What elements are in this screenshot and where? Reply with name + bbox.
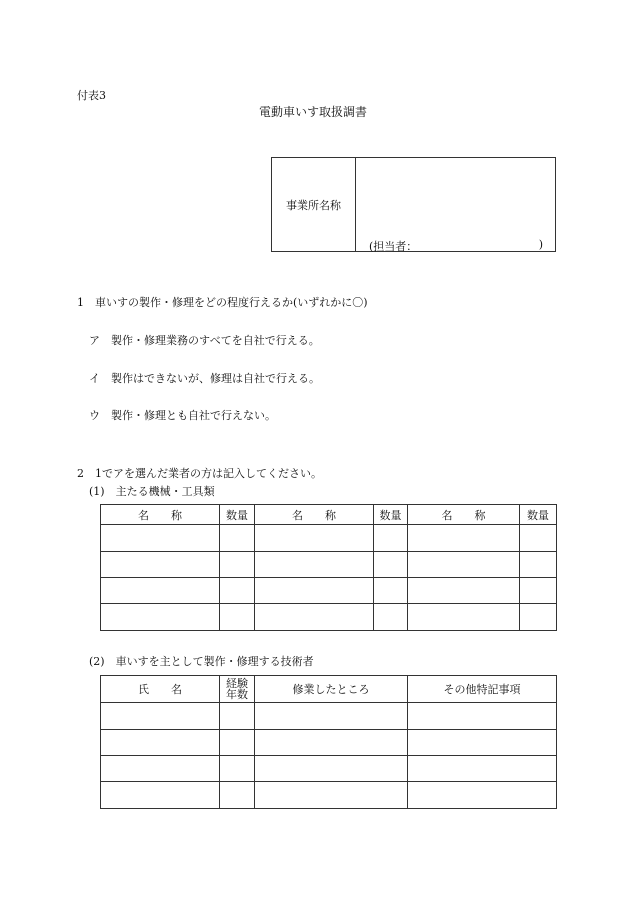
equip-qty-cell[interactable] (220, 525, 255, 552)
tech-notes-cell[interactable] (408, 730, 557, 756)
equipment-table (100, 504, 557, 631)
tech-notes-cell[interactable] (408, 703, 557, 730)
equip-name-cell[interactable] (255, 604, 374, 631)
tech-name-cell[interactable] (101, 703, 220, 730)
tech-header-notes: その他特記事項 (408, 676, 557, 703)
tech-years-cell[interactable] (220, 756, 255, 782)
appendix-label: 付表3 (77, 89, 106, 102)
equip-qty-cell[interactable] (520, 525, 557, 552)
tech-training-cell[interactable] (255, 756, 408, 782)
q1-option-a[interactable]: ア 製作・修理業務のすべてを自社で行える。 (89, 334, 320, 347)
equip-name-cell[interactable] (255, 552, 374, 578)
equip-qty-cell[interactable] (374, 552, 408, 578)
technician-table (100, 675, 557, 809)
contact-open: (担当者： (369, 240, 418, 253)
table-row (101, 604, 557, 631)
equip-header-qty: 数量 (374, 505, 408, 525)
equip-header-name: 名 称 (101, 505, 220, 525)
equip-name-cell[interactable] (101, 552, 220, 578)
tech-name-cell[interactable] (101, 782, 220, 809)
table-row (101, 756, 557, 782)
table-row (101, 782, 557, 809)
tech-notes-cell[interactable] (408, 756, 557, 782)
q2-sub2-heading: (2) 車いすを主として製作・修理する技術者 (89, 655, 314, 668)
tech-header-years: 経験 年数 (220, 676, 255, 703)
table-row (101, 525, 557, 552)
equip-qty-cell[interactable] (520, 604, 557, 631)
equip-qty-cell[interactable] (374, 525, 408, 552)
equip-header-name: 名 称 (255, 505, 374, 525)
equip-qty-cell[interactable] (220, 604, 255, 631)
business-box (271, 157, 556, 252)
business-name-label: 事業所名称 (272, 158, 356, 251)
equip-name-cell[interactable] (408, 604, 520, 631)
equip-qty-cell[interactable] (520, 552, 557, 578)
table-row (101, 703, 557, 730)
equip-qty-cell[interactable] (374, 604, 408, 631)
tech-training-cell[interactable] (255, 782, 408, 809)
equip-qty-cell[interactable] (220, 552, 255, 578)
equip-header-qty: 数量 (220, 505, 255, 525)
tech-notes-cell[interactable] (408, 782, 557, 809)
tech-years-cell[interactable] (220, 782, 255, 809)
equip-name-cell[interactable] (101, 604, 220, 631)
tech-training-cell[interactable] (255, 703, 408, 730)
equip-name-cell[interactable] (255, 525, 374, 552)
contact-close: ) (538, 238, 543, 251)
equip-name-cell[interactable] (408, 552, 520, 578)
q2-heading: 2 1でアを選んだ業者の方は記入してください。 (77, 467, 322, 480)
q1-option-i[interactable]: イ 製作はできないが、修理は自社で行える。 (89, 372, 320, 385)
equip-name-cell[interactable] (255, 578, 374, 604)
tech-years-cell[interactable] (220, 703, 255, 730)
table-row (101, 730, 557, 756)
equip-name-cell[interactable] (408, 578, 520, 604)
tech-header-training: 修業したところ (255, 676, 408, 703)
business-name-field[interactable] (356, 158, 555, 233)
table-row (101, 552, 557, 578)
tech-name-cell[interactable] (101, 730, 220, 756)
equip-name-cell[interactable] (101, 578, 220, 604)
equip-header-name: 名 称 (408, 505, 520, 525)
q1-option-u[interactable]: ウ 製作・修理とも自社で行えない。 (89, 409, 276, 422)
tech-header-name: 氏 名 (101, 676, 220, 703)
q2-sub1-heading: (1) 主たる機械・工具類 (89, 485, 215, 498)
table-row (101, 578, 557, 604)
equip-header-qty: 数量 (520, 505, 557, 525)
page-title: 電動車いす取扱調書 (259, 105, 368, 119)
equip-name-cell[interactable] (101, 525, 220, 552)
tech-name-cell[interactable] (101, 756, 220, 782)
q1-heading: 1 車いすの製作・修理をどの程度行えるか(いずれかに〇) (77, 296, 368, 309)
equip-qty-cell[interactable] (520, 578, 557, 604)
equip-qty-cell[interactable] (220, 578, 255, 604)
tech-training-cell[interactable] (255, 730, 408, 756)
tech-years-cell[interactable] (220, 730, 255, 756)
equip-name-cell[interactable] (408, 525, 520, 552)
contact-field[interactable] (432, 234, 532, 251)
equip-qty-cell[interactable] (374, 578, 408, 604)
